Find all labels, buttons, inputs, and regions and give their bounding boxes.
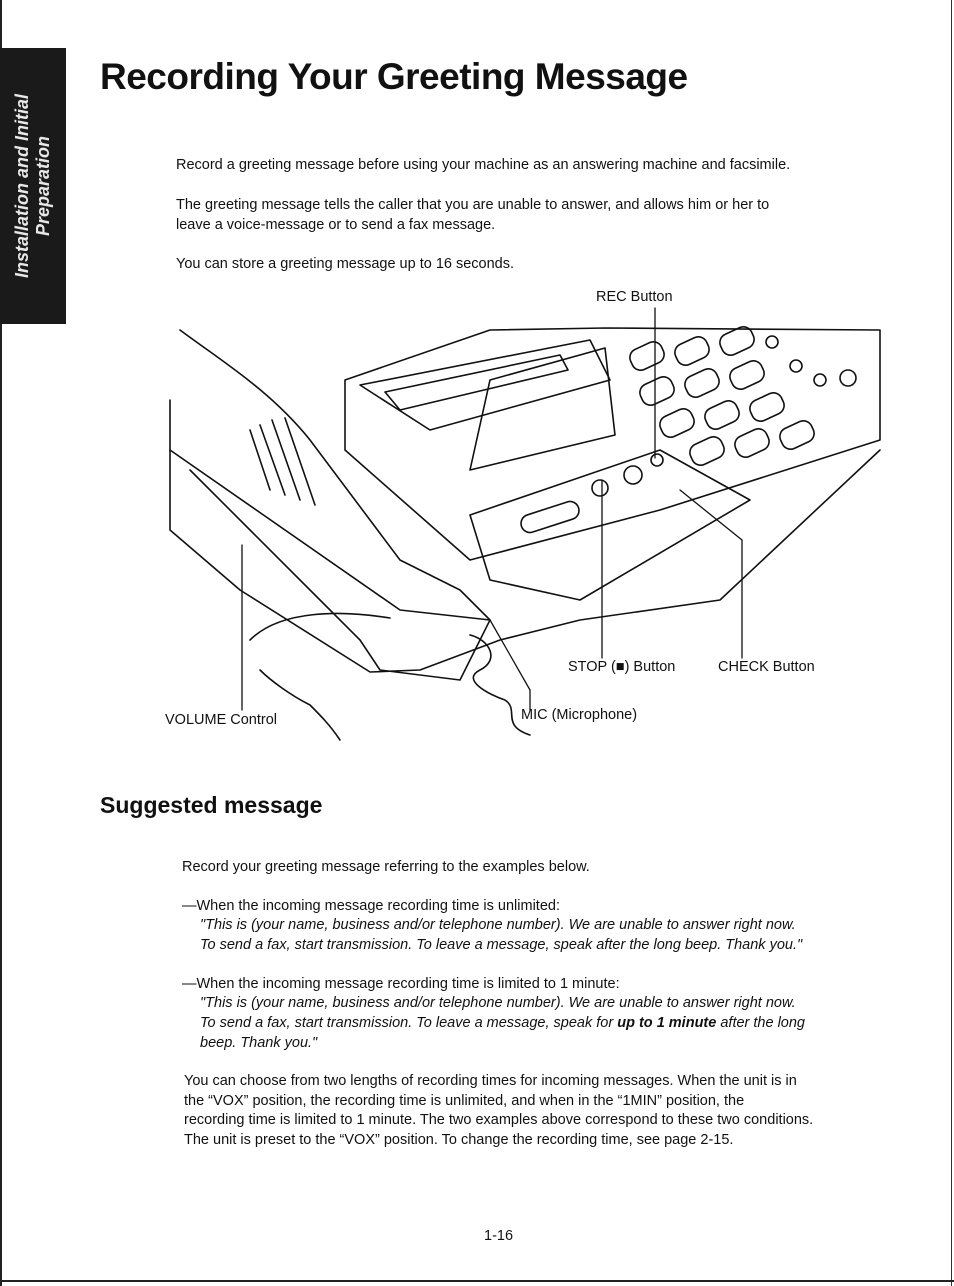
mic-label: MIC (Microphone): [521, 707, 638, 723]
example2-line1: "This is (your name, business and/or telephone number). We are unable to answer right now.: [200, 995, 796, 1011]
intro-paragraph-2a: The greeting message tells the caller that you are unable to answer, and allows him or her to: [176, 197, 770, 213]
closing-line-1: You can choose from two lengths of recording times for incoming messages. When the unit is in: [184, 1073, 797, 1089]
right-margin-rule: [951, 0, 952, 1286]
example2-heading: —When the incoming message recording time is limited to 1 minute:: [182, 976, 620, 992]
callout-leaders: [242, 308, 742, 710]
handset-outline: [180, 330, 490, 680]
intro-paragraph-3: You can store a greeting message up to 16 seconds.: [176, 256, 515, 272]
example2-line2: [200, 1013, 805, 1033]
chapter-tab-line1: Installation and Initial: [12, 93, 32, 279]
example2-line3: beep. Thank you.": [200, 1035, 318, 1051]
bottom-rule: [0, 1280, 954, 1282]
fax-machine-illustration: [160, 300, 890, 750]
check-button-shape: [624, 466, 642, 484]
closing-line-3: recording time is limited to 1 minute. The two examples above correspond to these two conditions.: [184, 1112, 814, 1128]
handset-grille: [250, 418, 315, 505]
closing-line-2: the “VOX” position, the recording time is unlimited, and when in the “1MIN” position, the: [184, 1093, 745, 1109]
example2-line2-bold: up to 1 minute: [617, 1015, 717, 1031]
chapter-tab-label: [12, 51, 54, 321]
rec-button-shape: [651, 454, 663, 466]
button-panel: [470, 450, 750, 600]
rec-button-label: REC Button: [596, 289, 673, 305]
keypad: [627, 324, 856, 468]
example1-line2: To send a fax, start transmission. To leave a message, speak after the long beep. Thank you.": [200, 937, 803, 953]
chapter-tab-line2: Preparation: [33, 135, 53, 237]
panel-slot: [519, 499, 582, 535]
example1-heading: —When the incoming message recording time is unlimited:: [182, 898, 560, 914]
volume-control-label: VOLUME Control: [165, 712, 278, 728]
intro-paragraph-1: Record a greeting message before using your machine as an answering machine and facsimile.: [176, 157, 791, 173]
base-body-outline: [170, 400, 880, 672]
example2-line2-post: after the long: [716, 1015, 805, 1031]
closing-line-4: The unit is preset to the “VOX” position. To change the recording time, see page 2-15.: [184, 1132, 734, 1148]
lcd-panel: [385, 355, 568, 410]
coiled-cord: [250, 613, 530, 740]
chapter-side-tab: [0, 48, 66, 324]
page-title: Recording Your Greeting Message: [100, 56, 688, 97]
example2-line2-pre: To send a fax, start transmission. To leave a message, speak for: [200, 1015, 618, 1031]
stop-button-shape: [592, 480, 608, 496]
page-number: 1-16: [484, 1228, 514, 1244]
stop-button-label: STOP (■) Button: [568, 659, 676, 675]
suggest-intro: Record your greeting message referring to the examples below.: [182, 859, 590, 875]
example1-line1: "This is (your name, business and/or telephone number). We are unable to answer right now.: [200, 917, 796, 933]
control-panel: [470, 348, 615, 470]
check-button-label: CHECK Button: [718, 659, 815, 675]
section-heading: Suggested message: [100, 792, 323, 818]
intro-paragraph-2b: leave a voice-message or to send a fax message.: [176, 217, 496, 233]
display-window: [360, 340, 610, 430]
